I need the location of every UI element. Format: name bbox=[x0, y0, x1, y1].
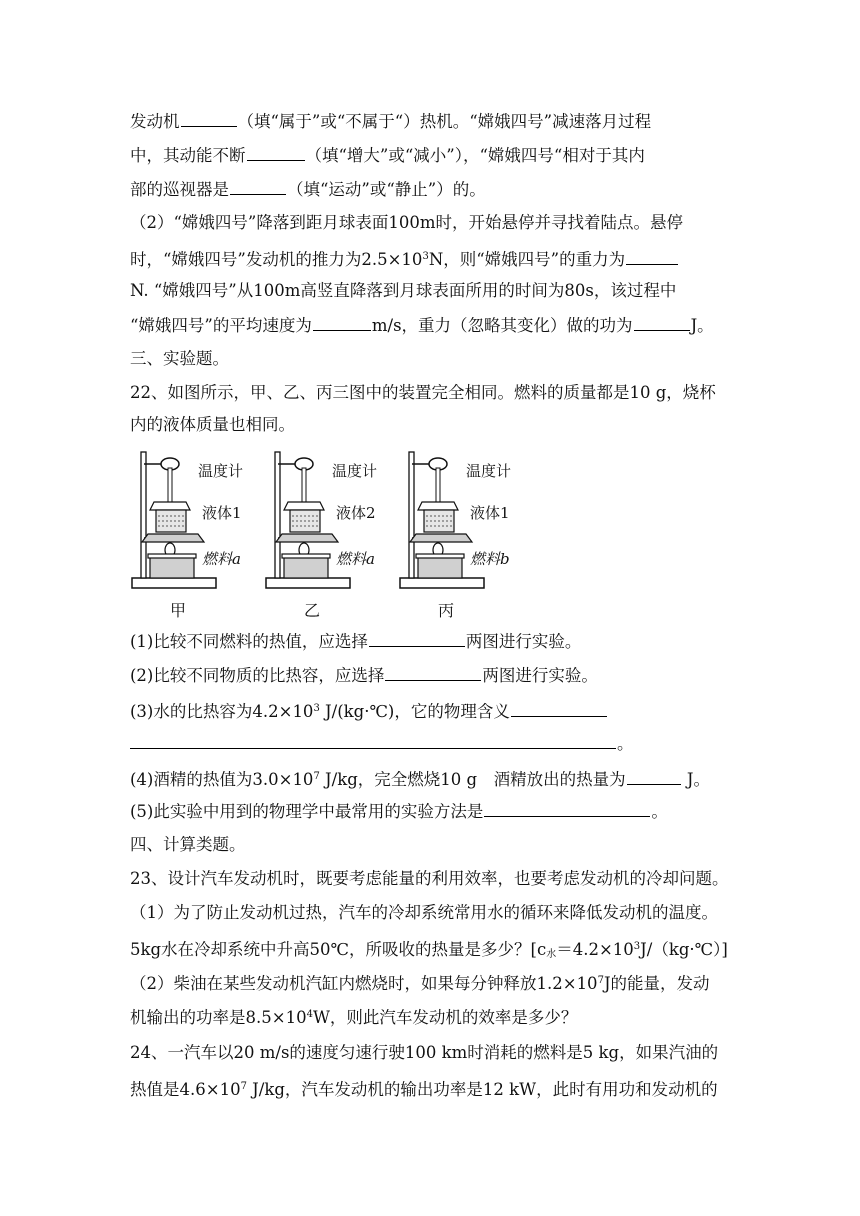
label-fuel: 燃料a bbox=[336, 550, 375, 568]
answer-blank[interactable] bbox=[385, 664, 481, 681]
q24-line-1: 24、一汽车以20 m/s的速度匀速行驶100 km时消耗的燃料是5 kg，如果汽油的 bbox=[130, 1043, 719, 1062]
answer-blank[interactable] bbox=[627, 768, 681, 785]
q22-part-2: (2)比较不同物质的比热容，应选择 两图进行实验。 bbox=[130, 666, 598, 685]
q22-part-3-cont: 。 bbox=[130, 732, 634, 755]
experiment-figure bbox=[128, 446, 528, 624]
q23-line-3: 5kg水在冷却系统中升高50℃，所吸收的热量是多少？$[c_水=4.2\times 10^3J/(kg\cdot℃)]$ bbox=[130, 940, 728, 960]
caption-jia: 甲 bbox=[170, 601, 187, 620]
q21-line-7: “嫦娥四号”的平均速度为 m/s，重力（忽略其变化）做的功为 J。 bbox=[130, 316, 714, 335]
label-fuel: 燃料b bbox=[470, 550, 510, 568]
q22-part-5: (5)此实验中用到的物理学中最常用的实验方法是 。 bbox=[130, 802, 668, 821]
q21-line-4: （2）“嫦娥四号”降落到距月球表面100m时，开始悬停并寻找着陆点。悬停 bbox=[130, 213, 684, 232]
q22-line-1: 22、如图所示，甲、乙、丙三图中的装置完全相同。燃料的质量都是10 g，烧杯 bbox=[130, 383, 716, 402]
label-thermometer: 温度计 bbox=[466, 462, 512, 480]
label-thermometer: 温度计 bbox=[332, 462, 378, 480]
q23-line-4: （2）柴油在某些发动机汽缸内燃烧时，如果每分钟释放$1.2\times 10^7J$的能量，发动 bbox=[130, 974, 710, 993]
label-liquid: 液体2 bbox=[336, 504, 376, 522]
section-heading-calculation: 四、计算类题。 bbox=[130, 835, 246, 854]
answer-blank[interactable] bbox=[626, 248, 678, 265]
q22-part-4: (4)酒精的热值为$3.0\times 10^7$ J/kg，完全燃烧10 g 酒精放出的热量为 J。 bbox=[130, 770, 710, 789]
label-liquid: 液体1 bbox=[202, 504, 242, 522]
q22-part-3: (3)水的比热容为$4.2\times 10^3$ J/(kg·℃)，它的物理含义 bbox=[130, 698, 608, 723]
label-thermometer: 温度计 bbox=[198, 462, 244, 480]
answer-blank-long[interactable] bbox=[130, 732, 616, 749]
q24-line-2: 热值是$4.6\times 10^7$ J/kg，汽车发动机的输出功率是12 kW，此时有用功和发动机的 bbox=[130, 1080, 718, 1099]
q21-line-2: 中，其动能不断 （填“增大”或“减小”），“嫦娥四号“相对于其内 bbox=[130, 146, 645, 165]
caption-yi: 乙 bbox=[304, 601, 321, 620]
label-liquid: 液体1 bbox=[470, 504, 510, 522]
q21-line-3: 部的巡视器是 （填“运动”或“静止”）的。 bbox=[130, 180, 486, 199]
answer-blank[interactable] bbox=[634, 314, 690, 331]
section-heading-experiment: 三、实验题。 bbox=[130, 349, 229, 368]
answer-blank[interactable] bbox=[313, 314, 371, 331]
answer-blank[interactable] bbox=[230, 178, 286, 195]
q23-line-2: （1）为了防止发动机过热，汽车的冷却系统常用水的循环来降低发动机的温度。 bbox=[130, 903, 718, 922]
label-fuel: 燃料a bbox=[202, 550, 241, 568]
q21-line-5: 时，“嫦娥四号”发动机的推力为$2.5\times 10^3N$，则“嫦娥四号”的重力为 bbox=[130, 246, 679, 271]
q21-line-6: N. “嫦娥四号”从100m高竖直降落到月球表面所用的时间为80s，该过程中 bbox=[130, 281, 677, 300]
answer-blank[interactable] bbox=[484, 800, 650, 817]
q21-line-1: 发动机 （填“属于”或“不属于“）热机。“嫦娥四号”减速落月过程 bbox=[130, 112, 652, 131]
answer-blank[interactable] bbox=[369, 630, 465, 647]
answer-blank[interactable] bbox=[511, 700, 607, 717]
answer-blank[interactable] bbox=[247, 144, 305, 161]
q22-line-2: 内的液体质量也相同。 bbox=[130, 415, 295, 434]
q23-line-5: 机输出的功率是$8.5\times 10^4W$，则此汽车发动机的效率是多少？ bbox=[130, 1008, 578, 1027]
caption-bing: 丙 bbox=[438, 601, 455, 620]
answer-blank[interactable] bbox=[181, 110, 237, 127]
q23-line-1: 23、设计汽车发动机时，既要考虑能量的利用效率，也要考虑发动机的冷却问题。 bbox=[130, 869, 729, 888]
q22-part-1: (1)比较不同燃料的热值，应选择 两图进行实验。 bbox=[130, 632, 582, 651]
